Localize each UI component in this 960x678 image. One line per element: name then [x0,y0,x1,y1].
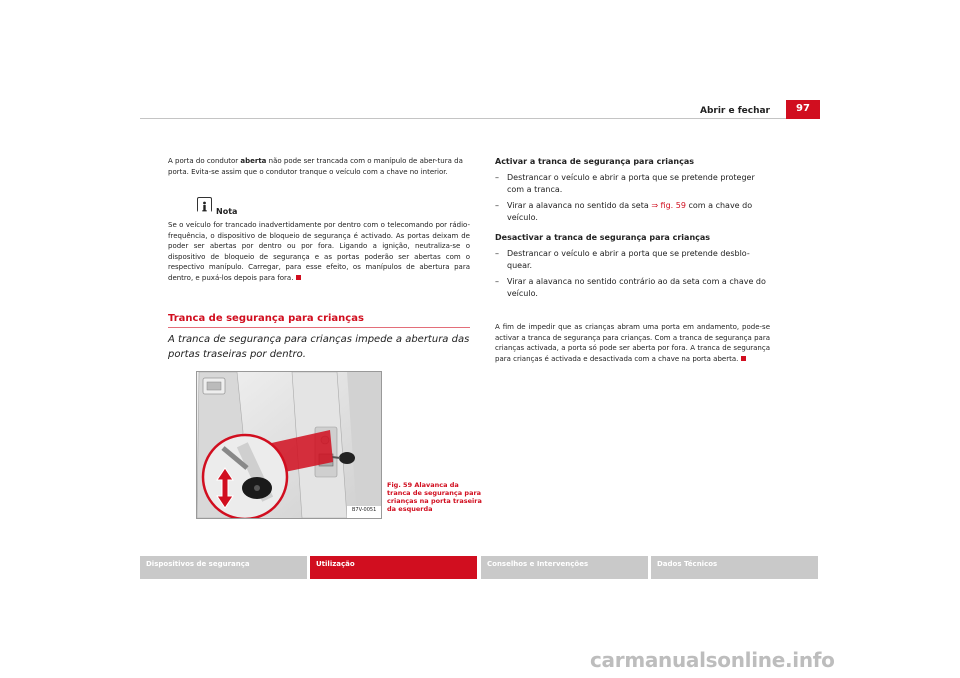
tab-label: Utilização [316,560,355,568]
intro-bold: aberta [240,157,267,165]
dash-bullet: – [495,277,499,286]
tab-utilizacao[interactable] [310,556,477,579]
tab-dispositivos-de-seguranca[interactable] [140,556,307,579]
tab-conselhos-e-intervencoes[interactable] [481,556,648,579]
section-heading: Tranca de segurança para crianças [168,313,364,324]
deactivate-step-2 [495,276,770,300]
right-column [495,156,770,300]
page-number: 97 [796,103,810,114]
tab-label: Dispositivos de segurança [146,560,250,568]
deactivate-step-1-text: Destrancar o veículo e abrir a porta que se pretende desblo-quear. [507,249,750,270]
dash-bullet: – [495,173,499,182]
deactivate-step-2-text: Virar a alavanca no sentido contrário ao da seta com a chave do veículo. [507,277,766,298]
deactivate-heading: Desactivar a tranca de segurança para crianças [495,233,711,242]
figure-caption: Fig. 59 Alavanca da tranca de segurança para crianças na porta traseira da esquerda [387,481,482,513]
end-marker-icon [741,356,746,361]
dash-bullet: – [495,249,499,258]
intro-paragraph [168,156,470,177]
activate-heading: Activar a tranca de segurança para crianças [495,157,695,166]
tab-dados-tecnicos[interactable] [651,556,818,579]
section-lead: A tranca de segurança para crianças impede a abertura das portas traseiras por dentro. [168,334,470,360]
activate-step-2-text-b: com a chave do veículo. [507,201,753,222]
closing-paragraph [495,322,770,364]
note-title: Nota [216,207,238,216]
spacer [495,224,770,232]
watermark: carmanualsonline.info [590,648,835,672]
note-text: Se o veículo for trancado inadvertidamente por dentro com o telecomando por rádio-frequência, o dispositivo de bloqueio de segurança é activado. As portas deixam de poder ser abertas por dentro ou por fora. Ligando a ignição, neutraliza-se o dispositivo de bloqueio de segurança e as portas poderão ser abertas com o respectivo manípulo. Carregar, para esse efeito, os manípulos de abertura para dentro, e puxá-los depois para fora. [168,221,470,282]
tab-label: Dados Técnicos [657,560,718,568]
figure-59-illustration [196,371,382,519]
header-rule [140,118,820,119]
door-lock-illustration [197,372,381,518]
intro-text-a: A porta do condutor [168,157,241,165]
info-note-icon-glyph [198,200,211,213]
note-paragraph [168,220,470,283]
intro-text-b: não pode ser trancada com o manípulo de aber-tura da porta. Evita-se assim que o condutor tranque o veículo com a chave no interior. [168,157,463,176]
section-rule [168,327,470,328]
dash-bullet: – [495,201,499,210]
figure-code: B7V-0051 [352,507,377,513]
end-marker-icon [296,275,301,280]
activate-step-2-text-a: Virar a alavanca no sentido da seta [507,201,652,210]
page-title: Abrir e fechar [699,106,770,116]
info-note-icon [197,197,212,212]
closing-text: A fim de impedir que as crianças abram uma porta em andamento, pode-se activar a tranca de segurança para crianças. Com a tranca de segurança para crianças activada, a porta só pode ser aberta por fora. A tranca de segurança para crianças é activada e desactivada com a chave na porta aberta. [495,323,770,363]
activate-step-1 [495,172,770,196]
tab-label: Conselhos e Intervenções [487,560,589,568]
deactivate-step-1 [495,248,770,272]
activate-step-1-text: Destrancar o veículo e abrir a porta que se pretende proteger com a tranca. [507,173,755,194]
activate-step-2 [495,200,770,224]
figure-59-link[interactable]: ⇒ fig. 59 [651,201,686,210]
